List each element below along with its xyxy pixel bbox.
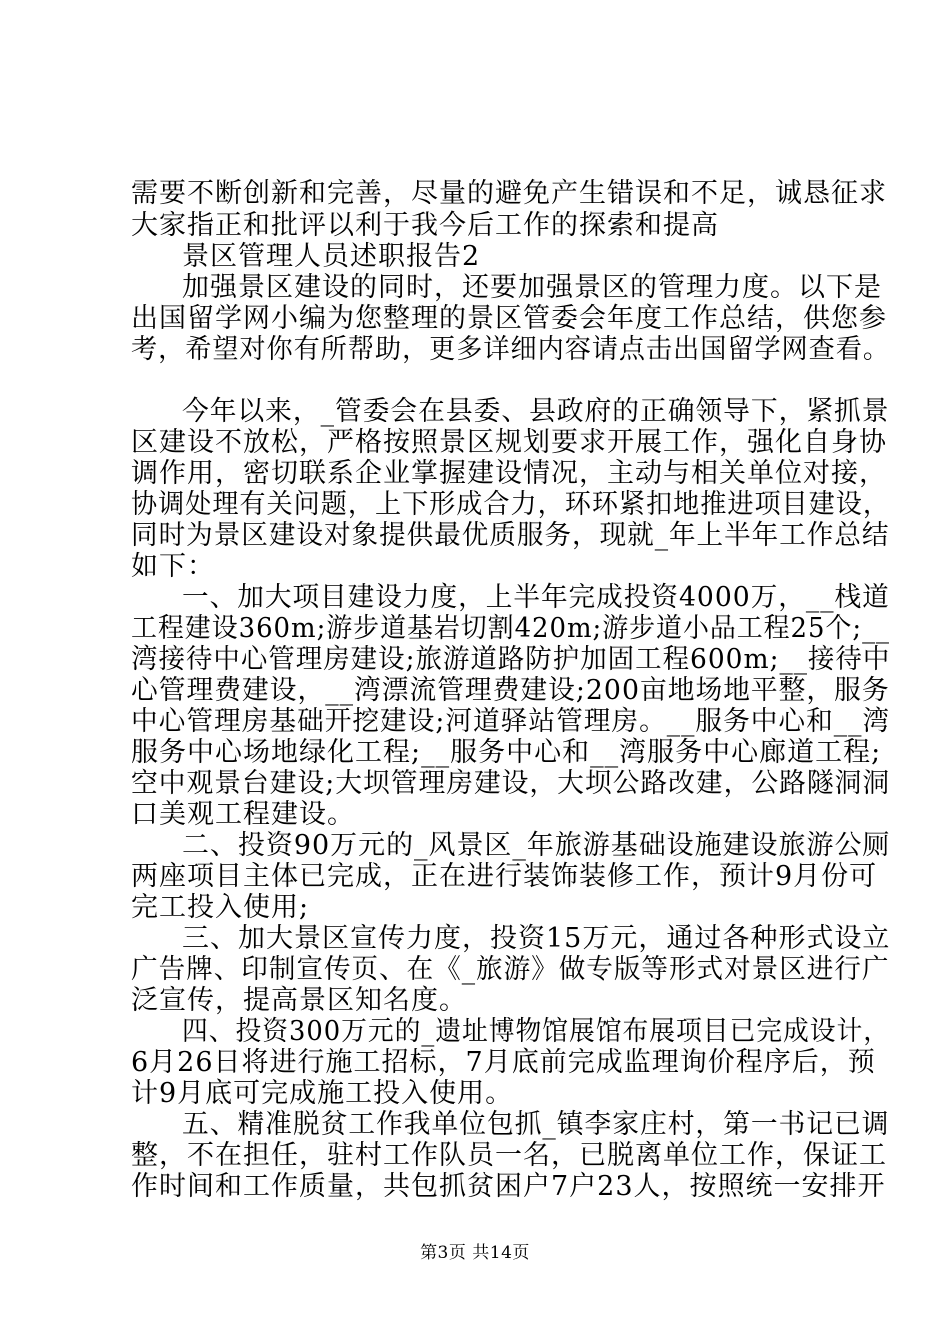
text-line: 需要不断创新和完善，尽量的避免产生错误和不足，诚恳征求 [131, 178, 887, 209]
text-line: 服务中心场地绿化工程;__服务中心和__湾服务中心廊道工程; [131, 737, 882, 768]
text-line: 四、投资300万元的_遗址博物馆展馆布展项目已完成设计， [182, 1016, 891, 1047]
text-line: 今年以来，_管委会在县委、县政府的正确领导下，紧抓景 [182, 396, 890, 427]
text-line: 广告牌、印制宣传页、在《_旅游》做专版等形式对景区进行广 [131, 954, 890, 985]
text-line: 心管理费建设，__湾漂流管理费建设;200亩地场地平整，服务 [131, 675, 890, 706]
text-line: 加强景区建设的同时，还要加强景区的管理力度。以下是 [182, 272, 882, 303]
text-line: 大家指正和批评以利于我今后工作的探索和提高 [131, 210, 719, 241]
text-line: 完工投入使用; [131, 892, 310, 923]
text-line: 考，希望对你有所帮助，更多详细内容请点击出国留学网查看。 [131, 334, 890, 365]
text-line: 二、投资90万元的_风景区_年旅游基础设施建设旅游公厕 [182, 830, 891, 861]
text-line: 计9月底可完成施工投入使用。 [131, 1078, 514, 1109]
text-line: 三、加大景区宣传力度，投资15万元，通过各种形式设立 [182, 923, 891, 954]
text-line: 同时为景区建设对象提供最优质服务，现就_年上半年工作总结 [131, 520, 890, 551]
text-line: 湾接待中心管理房建设;旅游道路防护加固工程600m;__接待中 [131, 644, 891, 675]
text-line: 如下： [131, 551, 215, 582]
text-line: 6月26日将进行施工招标，7月底前完成监理询价程序后，预 [131, 1047, 876, 1078]
text-line: 中心管理房基础开挖建设;河道驿站管理房。__服务中心和__湾 [131, 706, 891, 737]
text-line: 五、精准脱贫工作我单位包抓_镇李家庄村，第一书记已调 [182, 1109, 890, 1140]
text-line: 调作用，密切联系企业掌握建设情况，主动与相关单位对接， [131, 458, 887, 489]
text-line: 两座项目主体已完成，正在进行装饰装修工作，预计9月份可 [131, 861, 878, 892]
text-line: 作时间和工作质量，共包抓贫困户7户23人，按照统一安排开 [131, 1171, 886, 1202]
text-line: 协调处理有关问题，上下形成合力，环环紧扣地推进项目建设， [131, 489, 890, 520]
text-line: 出国留学网小编为您整理的景区管委会年度工作总结，供您参 [131, 303, 887, 334]
text-line: 一、加大项目建设力度，上半年完成投资4000万，__栈道 [182, 582, 890, 613]
text-line: 工程建设360m;游步道基岩切割420m;游步道小品工程25个;__ [131, 613, 890, 644]
text-line: 泛宣传，提高景区知名度。 [131, 985, 467, 1016]
section-heading: 景区管理人员述职报告2 [182, 241, 481, 272]
text-line: 区建设不放松，严格按照景区规划要求开展工作，强化自身协 [131, 427, 887, 458]
page-number: 第3页 共14页 [420, 1243, 530, 1263]
text-line: 口美观工程建设。 [131, 799, 355, 830]
text-line: 空中观景台建设;大坝管理房建设，大坝公路改建，公路隧洞洞 [131, 768, 891, 799]
text-line: 整，不在担任，驻村工作队员一名，已脱离单位工作，保证工 [131, 1140, 887, 1171]
